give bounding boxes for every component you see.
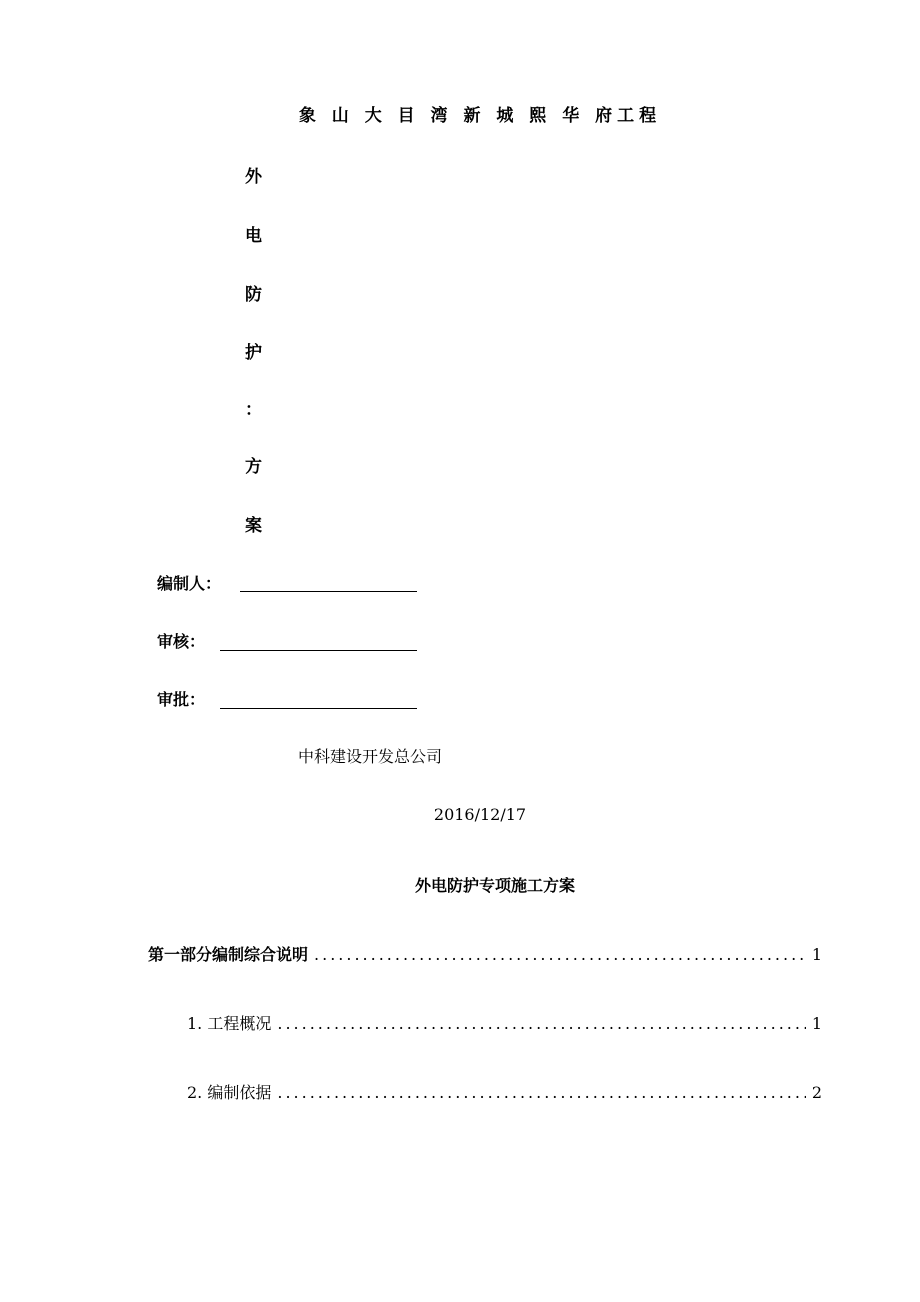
toc-leader-dots: [277, 1014, 805, 1034]
vertical-title-char: 外: [245, 167, 262, 187]
document-title: 象 山 大 目 湾 新 城 熙 华 府工程: [298, 106, 662, 126]
company-name: 中科建设开发总公司: [298, 747, 443, 766]
toc-page-number: 1: [811, 945, 822, 964]
toc-entry[interactable]: [148, 945, 822, 965]
vertical-title-char: 护: [245, 343, 262, 363]
document-date: 2016/12/17: [433, 805, 527, 824]
reviewer-signature-line: [220, 650, 417, 651]
approver-label: 审批：: [157, 690, 206, 709]
document-subtitle: 外电防护专项施工方案: [414, 876, 575, 895]
toc-page-number: 1: [811, 1014, 822, 1033]
toc-leader-dots: [314, 945, 806, 965]
vertical-title-char: 防: [245, 285, 262, 305]
vertical-title-char: ：: [245, 400, 262, 420]
vertical-title-char: 案: [245, 516, 262, 536]
toc-entry[interactable]: [187, 1083, 822, 1103]
vertical-title-char: 方: [245, 457, 262, 477]
toc-leader-dots: [277, 1083, 805, 1103]
approver-signature-line: [220, 708, 417, 709]
compiler-label: 编制人：: [157, 574, 222, 593]
vertical-title-char: 电: [245, 226, 262, 246]
toc-entry-text: 第一部分编制综合说明: [148, 945, 309, 964]
toc-entry-text: 2. 编制依据: [187, 1083, 272, 1102]
toc-page-number: 2: [811, 1083, 822, 1102]
toc-entry[interactable]: [187, 1014, 822, 1034]
compiler-signature-line: [240, 591, 417, 592]
toc-entry-text: 1. 工程概况: [187, 1014, 272, 1033]
reviewer-label: 审核：: [157, 632, 206, 651]
